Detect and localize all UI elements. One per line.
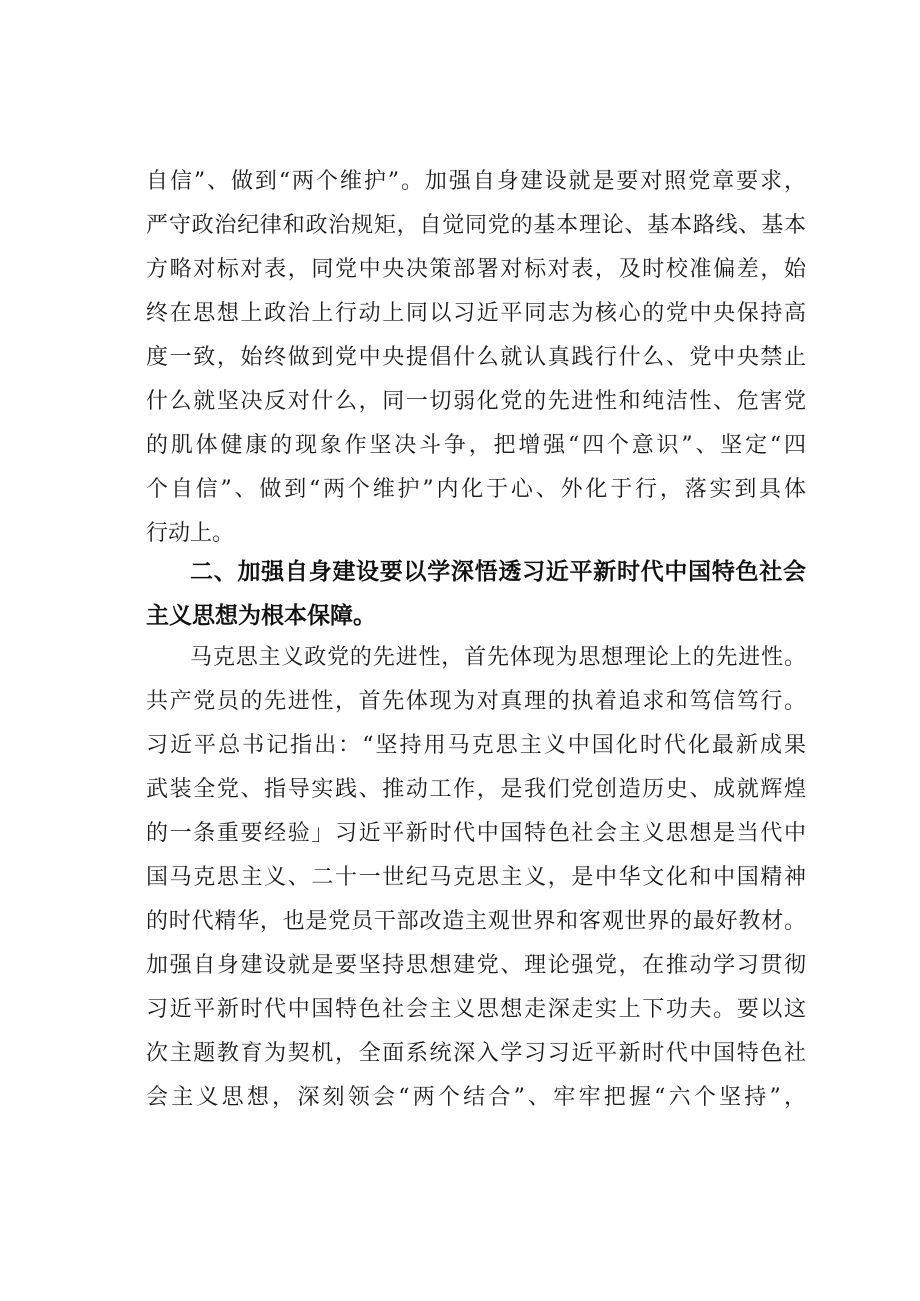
paragraph-line: 的一条重要经验」习近平新时代中国特色社会主义思想是当代中: [146, 821, 806, 846]
heading-line: 主义思想为根本保障。: [146, 603, 376, 629]
paragraph-line: 个自信”、做到“两个维护”内化于心、外化于行，落实到具体: [146, 477, 806, 502]
section-heading: [146, 550, 806, 638]
paragraph-line: 会主义思想，深刻领会“两个结合”、牢牢把握“六个坚持”，: [146, 1085, 806, 1110]
paragraph-line: 的时代精华，也是党员干部改造主观世界和客观世界的最好教材。: [146, 909, 806, 934]
paragraph-line: 加强自身建设就是要坚持思想建党、理论强党，在推动学习贯彻: [146, 953, 806, 978]
paragraph-line: 马克思主义政党的先进性，首先体现为思想理论上的先进性。: [190, 645, 806, 670]
paragraph-line: 方略对标对表，同党中央决策部署对标对表，及时校准偏差，始: [146, 257, 806, 282]
paragraph-2: [146, 636, 806, 1120]
paragraph-line: 国马克思主义、二十一世纪马克思主义，是中华文化和中国精神: [146, 865, 806, 890]
paragraph-line: 行动上。: [146, 521, 235, 546]
paragraph-line: 终在思想上政治上行动上同以习近平同志为核心的党中央保持高: [146, 301, 806, 326]
paragraph-line: 共产党员的先进性，首先体现为对真理的执着追求和笃信笃行。: [146, 689, 806, 714]
paragraph-line: 度一致，始终做到党中央提倡什么就认真践行什么、党中央禁止: [146, 345, 806, 370]
paragraph-line: 自信”、做到“两个维护”。加强自身建设就是要对照党章要求，: [146, 169, 806, 194]
paragraph-line: 的肌体健康的现象作坚决斗争，把增强“四个意识”、坚定“四: [146, 433, 806, 458]
paragraph-1: [146, 160, 806, 556]
heading-line: 二、加强自身建设要以学深悟透习近平新时代中国特色社会: [190, 559, 806, 585]
paragraph-line: 次主题教育为契机，全面系统深入学习习近平新时代中国特色社: [146, 1041, 806, 1066]
paragraph-line: 习近平新时代中国特色社会主义思想走深走实上下功夫。要以这: [146, 997, 806, 1022]
paragraph-line: 严守政治纪律和政治规矩，自觉同党的基本理论、基本路线、基本: [146, 213, 806, 238]
paragraph-line: 习近平总书记指出：“坚持用马克思主义中国化时代化最新成果: [146, 733, 806, 758]
paragraph-line: 武装全党、指导实践、推动工作，是我们党创造历史、成就辉煌: [146, 777, 806, 802]
paragraph-line: 什么就坚决反对什么，同一切弱化党的先进性和纯洁性、危害党: [146, 389, 806, 414]
